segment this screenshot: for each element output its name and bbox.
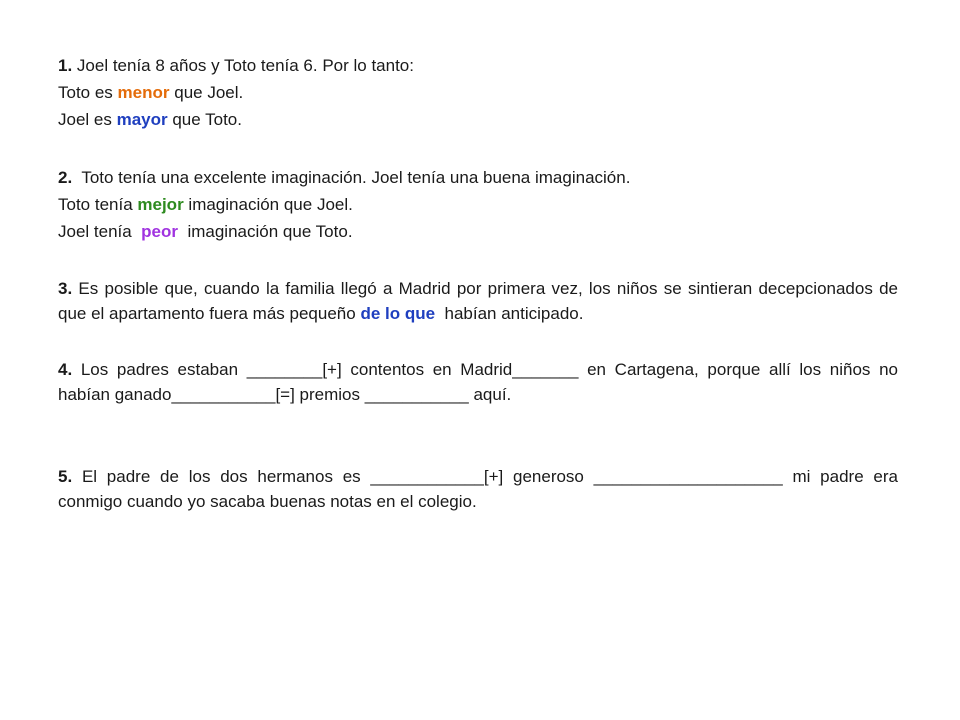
item-2-intro [58, 164, 898, 191]
keyword-mayor: mayor [116, 110, 168, 129]
item-2-line-b [58, 218, 898, 245]
item-2-number: 2. [58, 168, 73, 187]
item-2-line-a-pre: Toto tenía [58, 195, 138, 214]
item-3-text-pre: Es posible que, cuando la familia llegó a Madrid por primera vez, los niños se sintieran decepcionados de que el apartamento fuera más pequeño [58, 279, 898, 323]
spacer [58, 133, 898, 164]
item-2-line-a-post: imaginación que Joel. [183, 195, 353, 214]
item-1-intro-text: Joel tenía 8 años y Toto tenía 6. Por lo tanto: [72, 56, 414, 75]
item-2-intro-text: Toto tenía una excelente imaginación. Joel tenía una buena imaginación. [72, 168, 631, 187]
item-1-line-a-post: que Joel. [169, 83, 244, 102]
item-5-text: El padre de los dos hermanos es ____________[+] generoso ____________________ mi padre era conmigo cuando yo sacaba buenas notas en el colegio. [58, 467, 898, 511]
item-3-text-post: habían anticipado. [435, 304, 584, 323]
spacer [58, 245, 898, 276]
item-4-text: Los padres estaban ________[+] contentos en Madrid_______ en Cartagena, porque allí los niños no habían ganado___________[=] premios ___________ aquí. [58, 360, 898, 404]
keyword-menor: menor [117, 83, 170, 102]
item-1-line-b [58, 106, 898, 133]
item-5-number: 5. [58, 467, 73, 486]
exercise-slide [58, 52, 898, 514]
item-4-paragraph [58, 357, 898, 407]
keyword-de-lo-que: de lo que [360, 304, 436, 323]
item-4-number: 4. [58, 360, 73, 379]
spacer [58, 407, 898, 464]
item-1-number: 1. [58, 56, 73, 75]
item-1-line-a-pre: Toto es [58, 83, 118, 102]
item-1-line-b-pre: Joel es [58, 110, 117, 129]
keyword-mejor: mejor [137, 195, 184, 214]
item-3-paragraph [58, 276, 898, 326]
item-2-line-b-pre: Joel tenía [58, 222, 142, 241]
item-5-paragraph [58, 464, 898, 514]
spacer [58, 326, 898, 357]
item-2-line-a [58, 191, 898, 218]
item-2-line-b-post: imaginación que Toto. [178, 222, 353, 241]
item-1-line-b-post: que Toto. [167, 110, 242, 129]
item-1-line-a [58, 79, 898, 106]
keyword-peor: peor [141, 222, 179, 241]
item-1-intro [58, 52, 898, 79]
item-3-number: 3. [58, 279, 73, 298]
